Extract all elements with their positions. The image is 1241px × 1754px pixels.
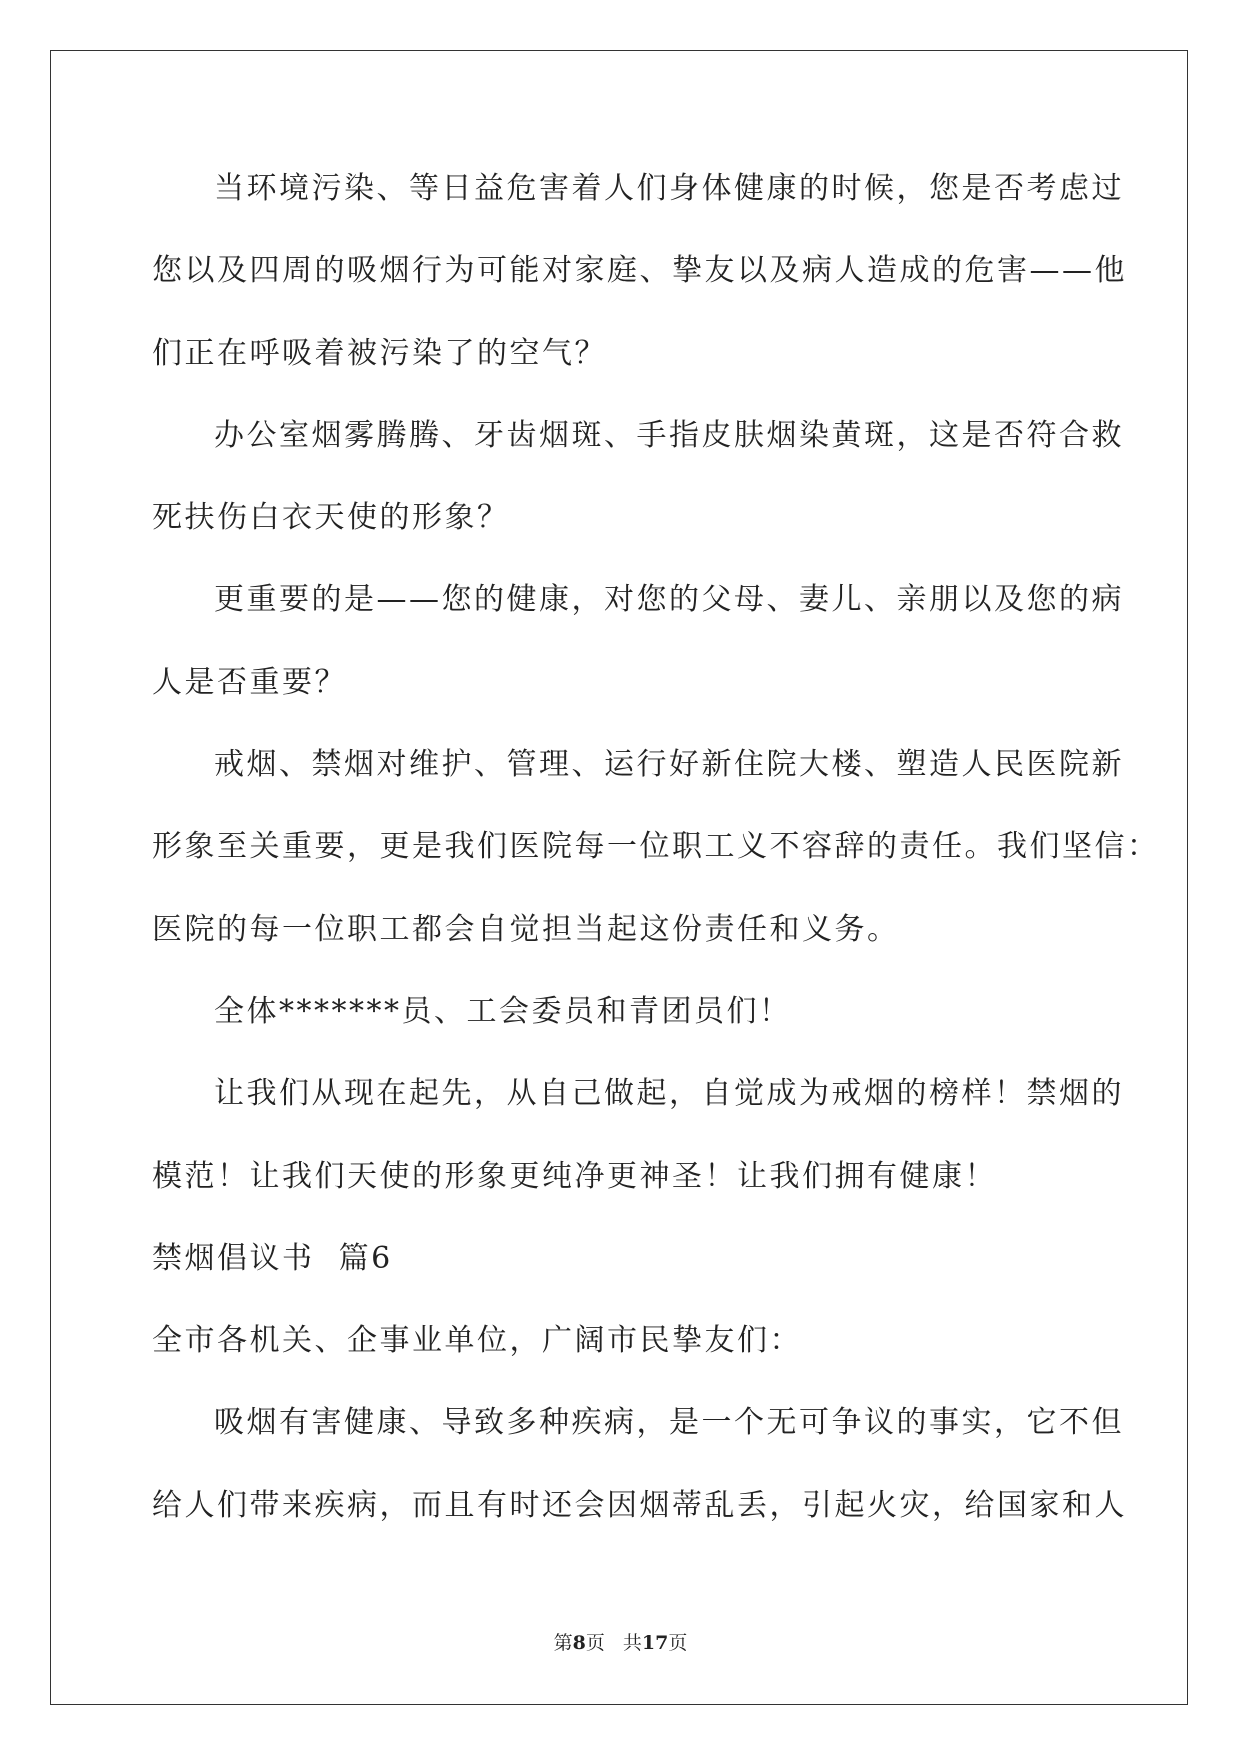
text-line: 形象至关重要，更是我们医院每一位职工义不容辞的责任。我们坚信： (152, 829, 1160, 865)
text-line: 医院的每一位职工都会自觉担当起这份责任和义务。 (152, 911, 900, 947)
text-line: 更重要的是——您的健康，对您的父母、妻儿、亲朋以及您的病 (214, 582, 1124, 618)
text-line: 死扶伤白衣天使的形象？ (152, 500, 510, 536)
document-body (152, 148, 1160, 1547)
page-suffix: 页 (585, 1632, 605, 1654)
text-line: 办公室烟雾腾腾、牙齿烟斑、手指皮肤烟染黄斑，这是否符合救 (214, 417, 1124, 453)
text-line: 给人们带来疾病，而且有时还会因烟蒂乱丢，引起火灾，给国家和人 (152, 1487, 1127, 1523)
text-line: 们正在呼吸着被污染了的空气？ (152, 335, 607, 371)
salutation: 全市各机关、企事业单位，广阔市民挚友们： (152, 1323, 802, 1359)
page-prefix: 第 (553, 1632, 573, 1654)
page-footer (0, 1628, 1241, 1655)
text-line: 人是否重要？ (152, 664, 347, 700)
text-line: 全体*******员、工会委员和青团员们！ (214, 993, 792, 1029)
text-line: 当环境污染、等日益危害着人们身体健康的时候，您是否考虑过 (214, 171, 1124, 206)
text-line: 让我们从现在起先，从自己做起，自觉成为戒烟的榜样！禁烟的 (214, 1076, 1124, 1112)
total-prefix: 共 (622, 1632, 642, 1654)
page-total: 17 (641, 1632, 669, 1654)
text-line: 您以及四周的吸烟行为可能对家庭、挚友以及病人造成的危害——他 (152, 253, 1127, 289)
page-current: 8 (572, 1632, 586, 1654)
text-line: 戒烟、禁烟对维护、管理、运行好新住院大楼、塑造人民医院新 (214, 747, 1124, 783)
text-line: 吸烟有害健康、导致多种疾病，是一个无可争议的事实，它不但 (214, 1405, 1124, 1441)
total-suffix: 页 (668, 1632, 688, 1654)
section-heading: 禁烟倡议书 篇6 (152, 1240, 393, 1276)
text-line: 模范！让我们天使的形象更纯净更神圣！让我们拥有健康！ (152, 1158, 997, 1194)
